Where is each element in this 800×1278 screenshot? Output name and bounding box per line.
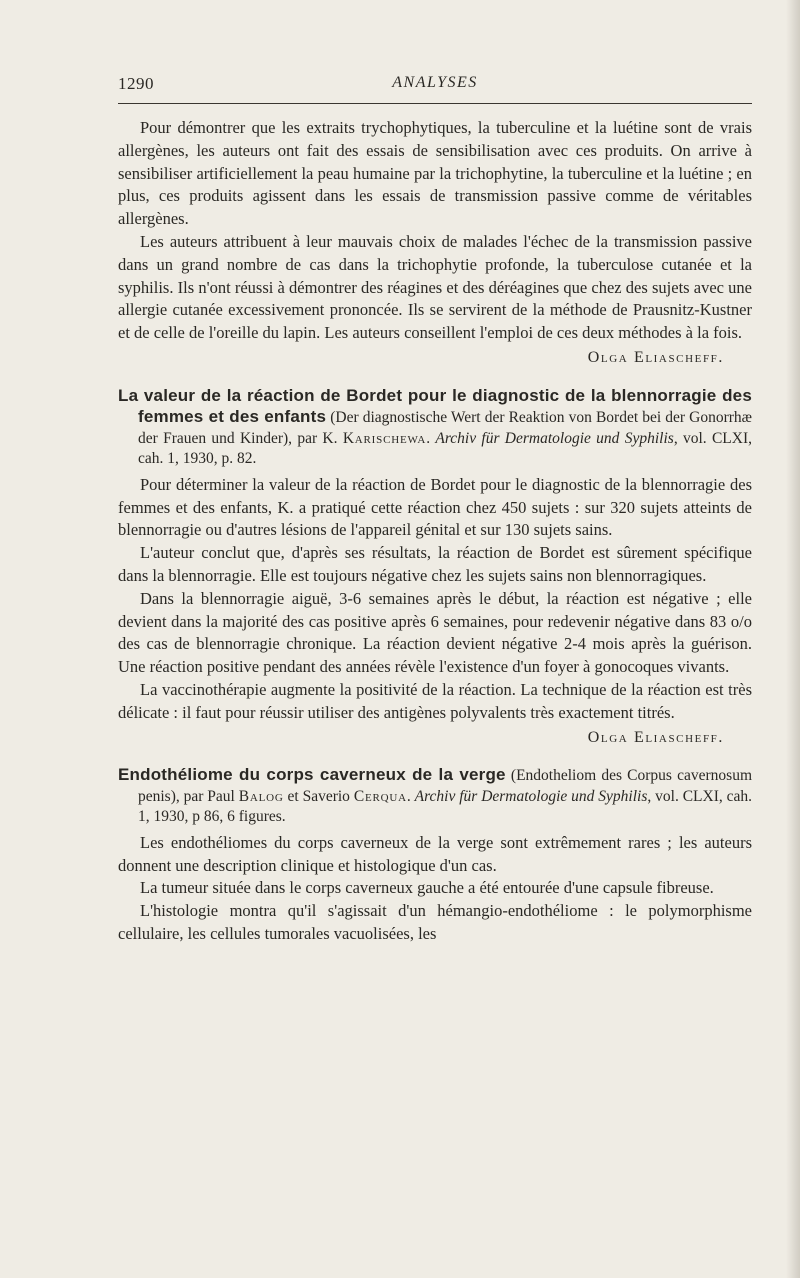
article-1-heading — [118, 386, 752, 470]
article-1-author: Karischewa — [342, 429, 427, 447]
article-1-citation-post: , vol. CLXI, cah. 1, 1930, p. 82. — [138, 429, 752, 468]
intro-signature: Olga Eliascheff. — [587, 348, 724, 366]
article-1-signature: Olga Eliascheff. — [587, 728, 724, 746]
header-rule — [118, 103, 752, 104]
page-edge-shadow — [786, 0, 800, 1278]
page-number: 1290 — [118, 74, 154, 93]
running-head — [118, 74, 752, 98]
article-2-title: Endothéliome du corps caverneux de la verge — [118, 765, 506, 785]
article-2-heading — [118, 765, 752, 828]
article-1-citation-pre: (Der diagnostische Wert der Reaktion von Bordet bei der Gonorrhæ der Frauen und Kinder), par K. — [138, 409, 752, 447]
article-2-author-1: Balog — [238, 787, 284, 805]
article-2-paragraph-3: L'histologie montra qu'il s'agissait d'un hémangio-endothéliome : le polymorphisme cellulaire, les cellules tumorales vacuolisées, les — [118, 901, 752, 944]
article-1-citation-dot: . — [426, 429, 436, 447]
intro-paragraph-1: Pour démontrer que les extraits trychophytiques, la tuberculine et la luétine sont de vrais allergènes, les auteurs ont fait des essais de sensibilisation avec ces produits. On arrive à sensibiliser artificiellement la peau humaine par la trichophytine, la tuberculine et la luétine ; en plus, ces produits agissent dans les essais de transmission passive comme de véritables allergènes. — [118, 118, 752, 229]
article-1-paragraph-1: Pour déterminer la valeur de la réaction de Bordet pour le diagnostic de la blennorragie des femmes et des enfants, K. a pratiqué cette réaction chez 450 sujets : sur 320 sujets atteints de blennorragie ou d'autres lésions de l'appareil génital et sur 130 sujets sains. — [118, 474, 752, 540]
page-body — [118, 117, 752, 946]
article-2-journal: Archiv für Dermatologie und Syphilis — [414, 787, 648, 805]
article-2-author-2: Cerqua — [353, 787, 407, 805]
intro-paragraph-2: Les auteurs attribuent à leur mauvais choix de malades l'échec de la transmission passive dans un grand nombre de cas dans la trichophytie profonde, la tuberculose cutanée et la syphilis. Ils n'ont réussi à démontrer des réagines et des déréagines que chez des sujets avec une allergie cutanée excessivement prononcée. Ils se servirent de la méthode de Prausnitz-Kustner et de celle de l'oreille du lapin. Les auteurs conseillent l'emploi de ces deux méthodes à la fois. — [118, 231, 752, 343]
article-1-title: La valeur de la réaction de Bordet pour le diagnostic de la blennorragie des femmes et des enfants — [118, 385, 752, 427]
article-2-citation-post: , vol. CLXI, cah. 1, 1930, p 86, 6 figures. — [138, 787, 753, 826]
article-2-citation-dot: . — [406, 787, 415, 805]
article-1-journal: Archiv für Dermatologie und Syphilis — [435, 429, 674, 447]
article-2-paragraph-2: La tumeur située dans le corps caverneux gauche a été entourée d'une capsule fibreuse. — [140, 878, 714, 898]
article-2-paragraph-1: Les endothéliomes du corps caverneux de la verge sont extrêmement rares ; les auteurs donnent une description clinique et histologique d'un cas. — [118, 832, 752, 875]
article-1-paragraph-4: La vaccinothérapie augmente la positivité de la réaction. La technique de la réaction est très délicate : il faut pour réussir utiliser des antigènes polyvalents très exactement titrés. — [118, 679, 752, 722]
running-title: ANALYSES — [392, 74, 478, 91]
article-1-paragraph-2: L'auteur conclut que, d'après ses résultats, la réaction de Bordet est sûrement spécifique dans la blennorragie. Elle est toujours négative chez les sujets sains non blennorragiques. — [118, 543, 752, 585]
article-2-citation-mid: et Saverio — [283, 787, 354, 805]
article-1-paragraph-3: Dans la blennorragie aiguë, 3-6 semaines après le début, la réaction est négative ; elle devient dans la majorité des cas positive après 6 semaines, pour redevenir négative dans 83 o/o des cas de blennorragie chronique. La réaction devient négative 2-4 mois après la guérison. Une réaction positive pendant des années révèle l'existence d'un foyer à gonocoques vivants. — [118, 588, 752, 677]
article-2-citation-pre: (Endotheliom des Corpus cavernosum penis), par Paul — [138, 767, 753, 805]
